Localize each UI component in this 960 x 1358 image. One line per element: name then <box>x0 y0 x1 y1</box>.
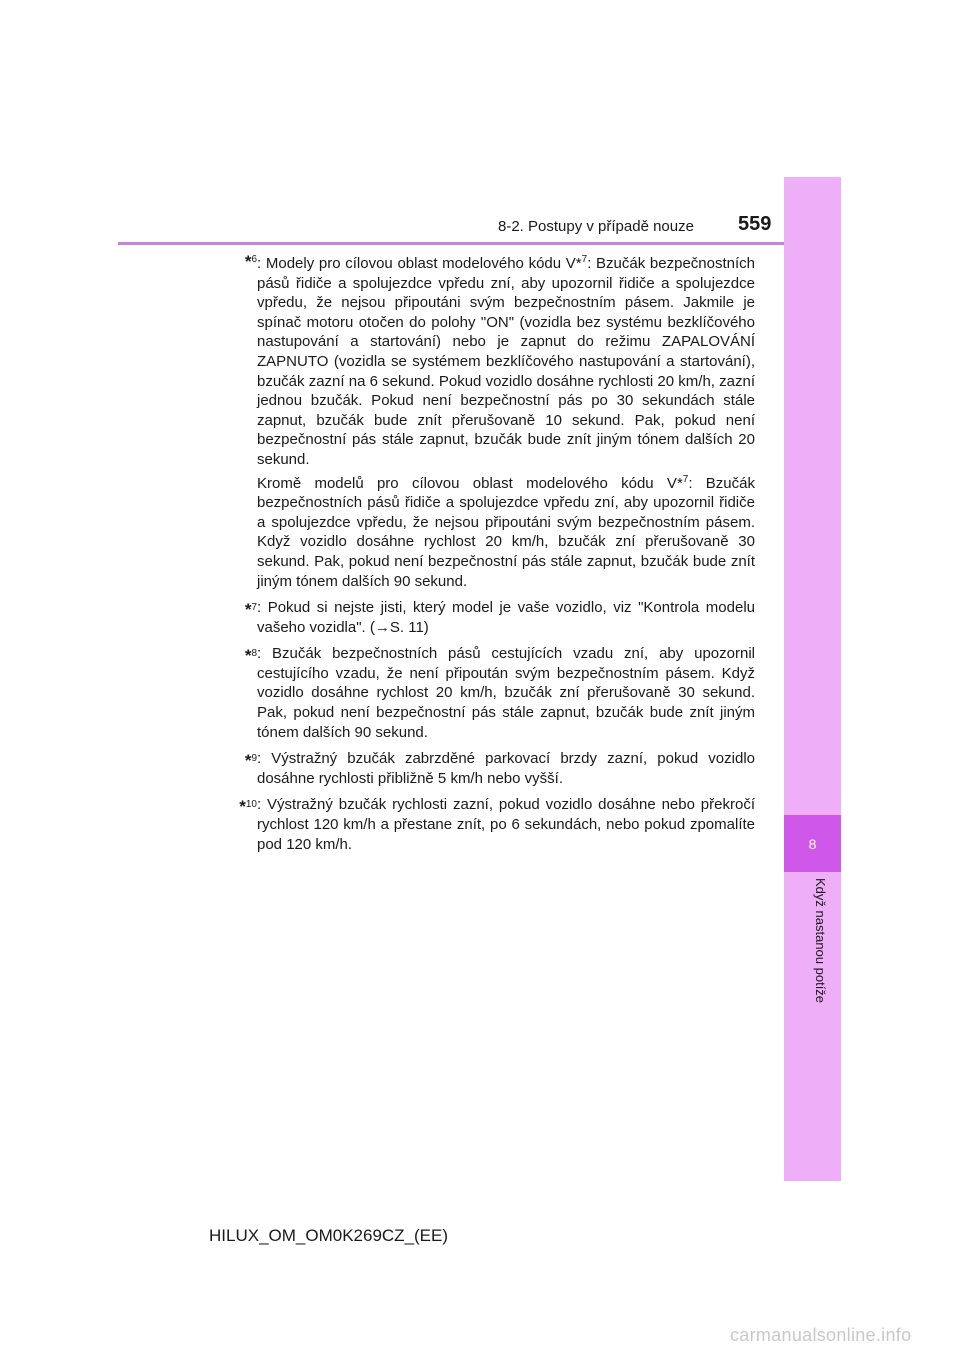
chapter-side-tab <box>784 177 841 1181</box>
asterisk-icon: * <box>239 797 246 817</box>
footnote <box>200 749 755 788</box>
footnotes-list <box>200 250 755 861</box>
footnote-paragraph <box>257 749 755 788</box>
footnote-number: 7 <box>251 602 257 614</box>
footnote-paragraph <box>257 598 755 637</box>
text-run: : Bzučák bezpečnostních pásů řidiče a spolujezdce vpředu zní, aby upozornil řidiče a spolujezdce vpředu, že nejsou připoutáni svým bezpečnostním pásem. Když vozidlo dosáhne rychlost 20 km/h, bzučák zní přerušovaně 30 sekund. Pak, pokud není bezpečnostní pás stále zapnut, bzučák bude znít jiným tónem dalších 90 sekund. <box>257 474 755 590</box>
footnote-text <box>257 250 755 591</box>
footnote-marker <box>200 598 257 621</box>
page-number: 559 <box>738 213 772 235</box>
footnote-number: 9 <box>251 753 257 765</box>
footnote <box>200 644 755 742</box>
watermark: carmanualsonline.info <box>730 1325 912 1345</box>
footnote-reference: 7 <box>682 473 689 485</box>
footnote-paragraph <box>257 644 755 742</box>
footnote-paragraph <box>257 795 755 854</box>
footnote-paragraph <box>257 250 755 470</box>
footnote-marker <box>200 644 257 667</box>
asterisk-icon: * <box>244 252 252 271</box>
footnote <box>200 598 755 637</box>
asterisk-icon: * <box>244 646 252 666</box>
footnote-marker <box>200 795 257 818</box>
text-run: : Výstražný bzučák zabrzděné parkovací brzdy zazní, pokud vozidlo dosáhne rychlosti přibližně 5 km/h nebo vyšší. <box>257 750 755 787</box>
footnote-reference: 7 <box>581 254 588 265</box>
text-run: : Výstražný bzučák rychlosti zazní, pokud vozidlo dosáhne nebo překročí rychlost 120 km/h a přestane znít, po 6 sekundách, nebo pokud zpomalíte pod 120 km/h. <box>257 796 755 853</box>
footnote-marker <box>200 250 257 273</box>
asterisk-icon: * <box>575 255 582 272</box>
footnote-text <box>257 644 755 742</box>
footnote-paragraph <box>257 470 755 592</box>
header-divider <box>118 242 840 245</box>
footnote-text <box>257 749 755 788</box>
asterisk-icon: * <box>244 751 252 771</box>
asterisk-icon: * <box>676 474 683 492</box>
footnote-text <box>257 598 755 637</box>
chapter-number-box: 8 <box>784 815 841 872</box>
footnote-number: 10 <box>245 799 257 811</box>
text-run: : Modely pro cílovou oblast modelového kódu V <box>257 255 576 272</box>
footnote-number: 6 <box>251 254 257 265</box>
document-code: HILUX_OM_OM0K269CZ_(EE) <box>209 1226 449 1245</box>
chapter-title: Když nastanou potíže <box>813 878 828 1004</box>
footnote-number: 8 <box>251 648 257 660</box>
section-title: 8-2. Postupy v případě nouze <box>498 218 694 235</box>
text-run: : Bzučák bezpečnostních pásů řidiče a spolujezdce vpředu zní, aby upozornil řidiče a spolujezdce vpředu, že nejsou připoutáni svým bezpečnostním pásem. Jakmile je spínač motoru otočen do polohy "ON" (vozidla bez systému bezklíčového nastupování a startování) nebo je zapnut do režimu ZAPALOVÁNÍ ZAPNUTO (vozidla se systémem bezklíčového nastupování a startování), bzučák zazní na 6 sekund. Pokud vozidlo dosáhne rychlosti 20 km/h, zazní jednou bzučák. Pokud není bezpečnostní pás po 30 sekundách stále zapnut, bzučák bude znít přerušovaně 10 sekund. Pak, pokud není bezpečnostní pás stále zapnut, bzučák bude znít jiným tónem dalších 20 sekund. <box>257 255 755 468</box>
text-run: Kromě modelů pro cílovou oblast modelového kódu V <box>257 474 677 492</box>
asterisk-icon: * <box>244 600 252 620</box>
footnote-text <box>257 795 755 854</box>
footnote <box>200 795 755 854</box>
text-run: : Pokud si nejste jisti, který model je vaše vozidlo, viz "Kontrola modelu vašeho vozidla". (→S. 11) <box>257 599 755 636</box>
footnote-marker <box>200 749 257 772</box>
text-run: : Bzučák bezpečnostních pásů cestujících vzadu zní, aby upozornil cestujícího vzadu, že není připoután svým bezpečnostním pásem. Když vozidlo dosáhne rychlost 20 km/h, bzučák zní přerušovaně 30 sekund. Pak, pokud není bezpečnostní pás stále zapnut, bzučák bude znít jiným tónem dalších 90 sekund. <box>257 645 755 741</box>
footnote <box>200 250 755 591</box>
